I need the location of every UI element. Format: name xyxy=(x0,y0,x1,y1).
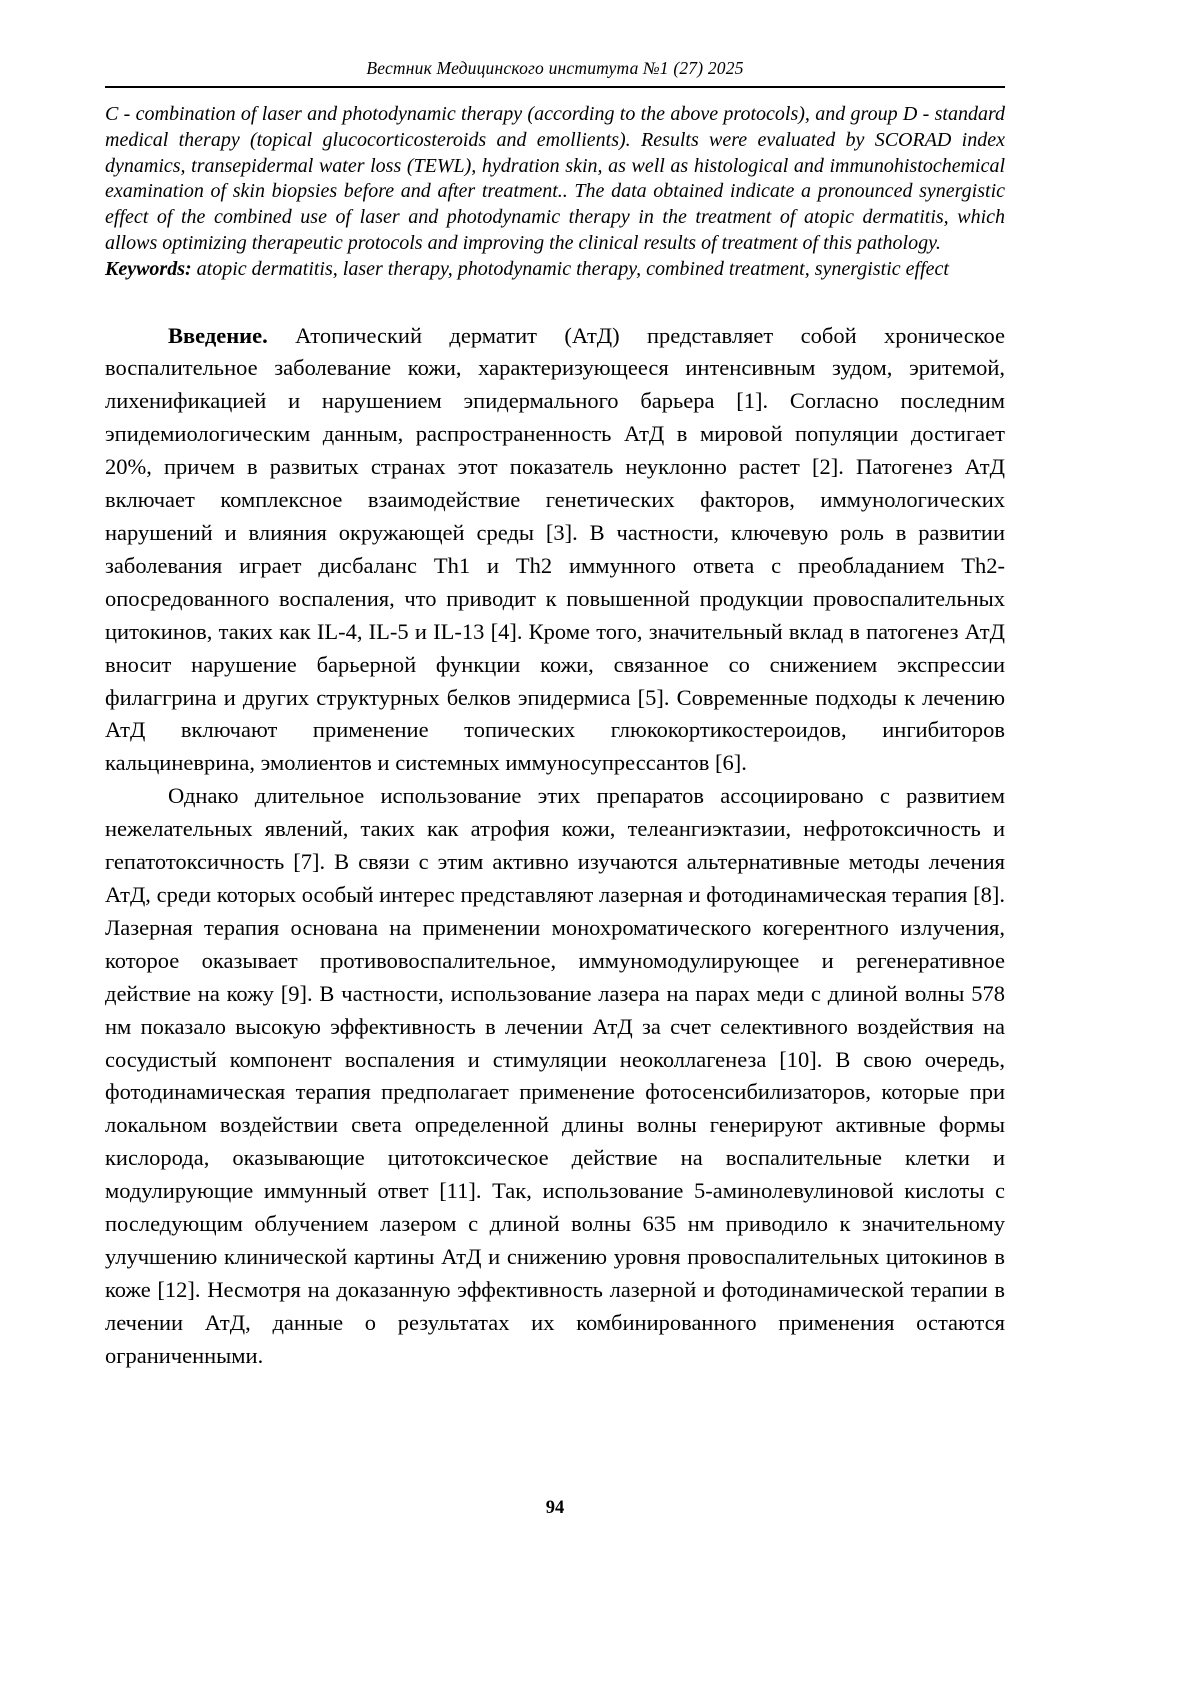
abstract-section xyxy=(105,102,1005,283)
introduction-text: Атопический дерматит (АтД) представляет собой хроническое воспалительное заболевание кожи, характеризующееся интенсивным зудом, эритемой, лихенификацией и нарушением эпидермального барьера [1]. Согласно последним эпидемиологическим данным, распространенность АтД в мировой популяции достигает 20%, причем в развитых странах этот показатель неуклонно растет [2]. Патогенез АтД включает комплексное взаимодействие генетических факторов, иммунологических нарушений и влияния окружающей среды [3]. В частности, ключевую роль в развитии заболевания играет дисбаланс Th1 и Th2 иммунного ответа с преобладанием Th2-опосредованного воспаления, что приводит к повышенной продукции провоспалительных цитокинов, таких как IL-4, IL-5 и IL-13 [4]. Кроме того, значительный вклад в патогенез АтД вносит нарушение барьерной функции кожи, связанное со снижением экспрессии филаггрина и других структурных белков эпидермиса [5]. Современные подходы к лечению АтД включают применение топических глюкокортикостероидов, ингибиторов кальциневрина, эмолиентов и системных иммуносупрессантов [6]. xyxy=(105,322,1005,776)
header-divider xyxy=(105,86,1005,88)
abstract-text: C - combination of laser and photodynamic therapy (according to the above protocols), and group D - standard medical therapy (topical glucocorticosteroids and emollients). Results were evaluated by SCORAD index dynamics, transepidermal water loss (TEWL), hydration skin, as well as histological and immunohistochemical examination of skin biopsies before and after treatment.. The data obtained indicate a pronounced synergistic effect of the combined use of laser and photodynamic therapy in the treatment of atopic dermatitis, which allows optimizing therapeutic protocols and improving the clinical results of treatment of this pathology. xyxy=(105,103,1005,254)
page-footer xyxy=(105,1498,1005,1519)
keywords-text: atopic dermatitis, laser therapy, photodynamic therapy, combined treatment, synergistic effect xyxy=(196,257,949,280)
paragraph-introduction xyxy=(105,320,1005,781)
page-number: 94 xyxy=(545,1498,565,1518)
journal-header xyxy=(105,58,1005,88)
introduction-heading: Введение. xyxy=(168,322,268,348)
article-body xyxy=(105,320,1005,1373)
journal-title: Вестник Медицинского института №1 (27) 2025 xyxy=(366,58,744,78)
keywords-line xyxy=(105,257,1005,283)
paragraph-2: Однако длительное использование этих препаратов ассоциировано с развитием нежелательных явлений, таких как атрофия кожи, телеангиэктазии, нефротоксичность и гепатотоксичность [7]. В связи с этим активно изучаются альтернативные методы лечения АтД, среди которых особый интерес представляют лазерная и фотодинамическая терапия [8]. Лазерная терапия основана на применении монохроматического когерентного излучения, которое оказывает противовоспалительное, иммуномодулирующее и регенеративное действие на кожу [9]. В частности, использование лазера на парах меди с длиной волны 578 нм показало высокую эффективность в лечении АтД за счет селективного воздействия на сосудистый компонент воспаления и стимуляции неоколлагенеза [10]. В свою очередь, фотодинамическая терапия предполагает применение фотосенсибилизаторов, которые при локальном воздействии света определенной длины волны генерируют активные формы кислорода, оказывающие цитотоксическое действие на воспалительные клетки и модулирующие иммунный ответ [11]. Так, использование 5-аминолевулиновой кислоты с последующим облучением лазером с длиной волны 635 нм приводило к значительному улучшению клинической картины АтД и снижению уровня провоспалительных цитокинов в коже [12]. Несмотря на доказанную эффективность лазерной и фотодинамической терапии в лечении АтД, данные о результатах их комбинированного применения остаются ограниченными. xyxy=(105,783,1005,1368)
keywords-label: Keywords: xyxy=(105,257,192,280)
